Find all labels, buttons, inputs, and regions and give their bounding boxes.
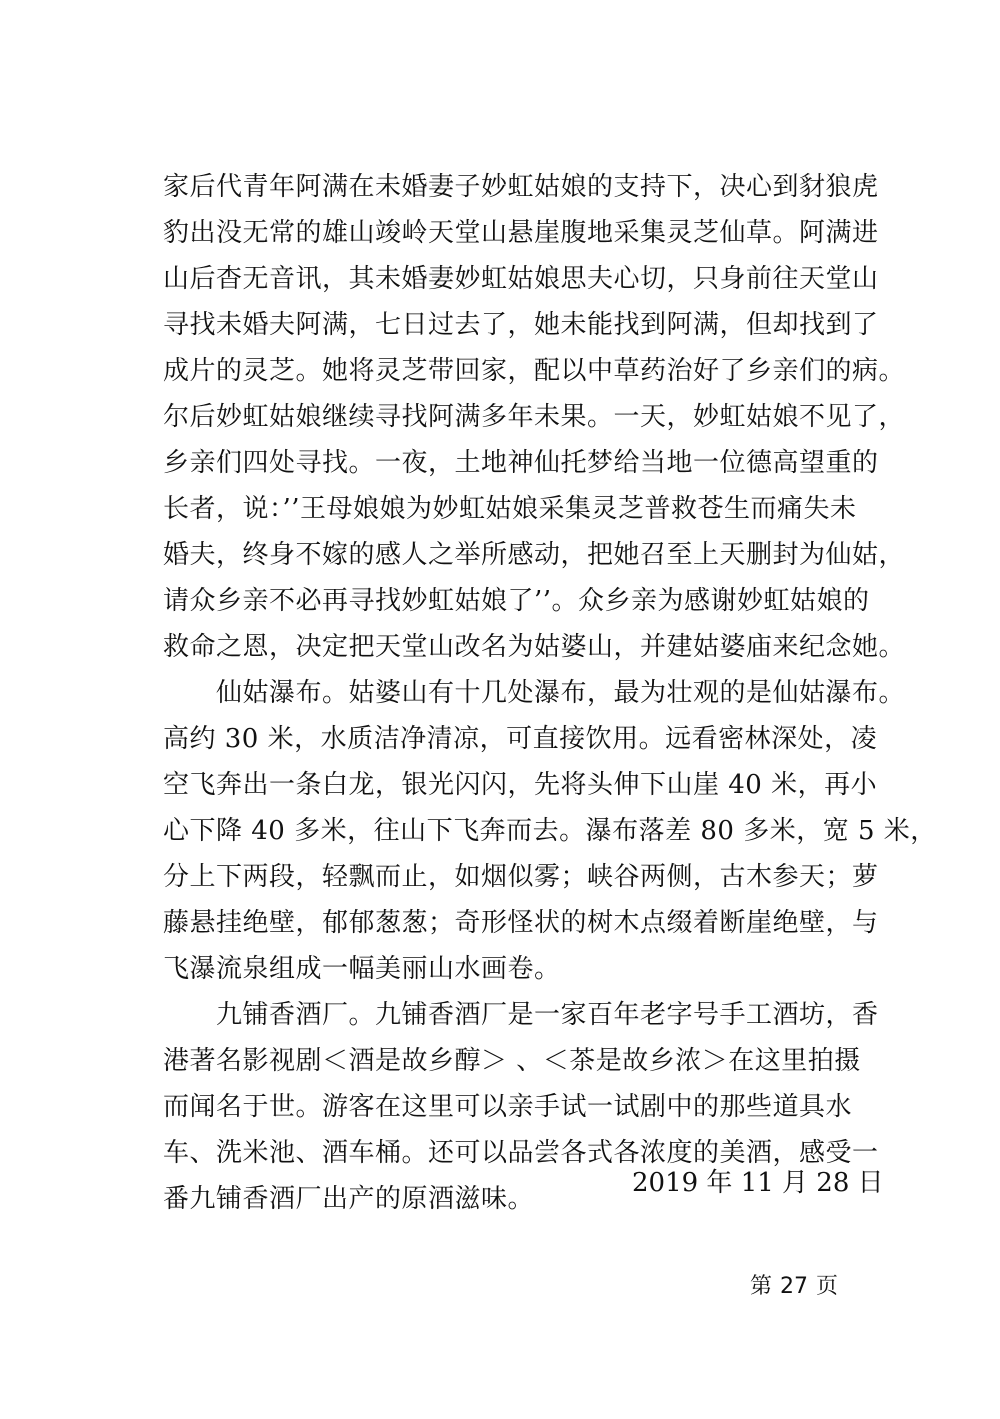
text-line: 港著名影视剧＜酒是故乡醇＞ 、＜茶是故乡浓＞在这里拍摄: [163, 1046, 861, 1076]
page-number-prefix: 第: [750, 1274, 773, 1299]
text-line: 山后杳无音讯，其未婚妻妙虹姑娘思夫心切，只身前往天堂山: [163, 264, 879, 294]
text-line: 分上下两段，轻飘而止，如烟似雾；峡谷两侧，古木参天；萝: [163, 862, 879, 892]
document-date: 2019 年 11 月 28 日: [632, 1168, 884, 1198]
text-line: 九铺香酒厂。九铺香酒厂是一家百年老字号手工酒坊，香: [163, 1000, 879, 1030]
text-line: 婚夫，终身不嫁的感人之举所感动，把她召至上天删封为仙姑，: [163, 540, 906, 570]
text-line: 而闻名于世。游客在这里可以亲手试一试剧中的那些道具水: [163, 1092, 853, 1122]
text-line: 飞瀑流泉组成一幅美丽山水画卷。: [163, 954, 561, 984]
text-line: 车、洗米池、酒车桶。还可以品尝各式各浓度的美酒，感受一: [163, 1138, 879, 1168]
text-line: 长者，说：’’王母娘娘为妙虹姑娘采集灵芝普救苍生而痛失未: [163, 494, 857, 524]
text-line: 藤悬挂绝壁，郁郁葱葱；奇形怪状的树木点缀着断崖绝壁，与: [163, 908, 879, 938]
page-number-value: 27: [780, 1274, 809, 1299]
text-line: 请众乡亲不必再寻找妙虹姑娘了’’。众乡亲为感谢妙虹姑娘的: [163, 586, 870, 616]
text-line: 乡亲们四处寻找。一夜，土地神仙托梦给当地一位德高望重的: [163, 448, 879, 478]
text-line: 尔后妙虹姑娘继续寻找阿满多年未果。一天，妙虹姑娘不见了，: [163, 402, 906, 432]
text-line: 番九铺香酒厂出产的原酒滋味。: [163, 1184, 535, 1214]
text-line: 心下降 40 多米，往山下飞奔而去。瀑布落差 80 多米，宽 5 米，: [163, 816, 937, 846]
text-line: 仙姑瀑布。姑婆山有十几处瀑布，最为壮观的是仙姑瀑布。: [163, 678, 906, 708]
text-line: 高约 30 米，水质洁净清凉，可直接饮用。远看密林深处，凌: [163, 724, 878, 754]
text-line: 寻找未婚夫阿满，七日过去了，她未能找到阿满，但却找到了: [163, 310, 879, 340]
page-number-suffix: 页: [816, 1274, 839, 1299]
page-number: [750, 1270, 838, 1304]
text-line: 豹出没无常的雄山竣岭天堂山悬崖腹地采集灵芝仙草。阿满进: [163, 218, 879, 248]
text-line: 家后代青年阿满在未婚妻子妙虹姑娘的支持下，决心到豺狼虎: [163, 172, 879, 202]
text-line: 救命之恩，决定把天堂山改名为姑婆山，并建姑婆庙来纪念她。: [163, 632, 906, 662]
text-line: 空飞奔出一条白龙，银光闪闪，先将头伸下山崖 40 米，再小: [163, 770, 878, 800]
text-line: 成片的灵芝。她将灵芝带回家，配以中草药治好了乡亲们的病。: [163, 356, 906, 386]
